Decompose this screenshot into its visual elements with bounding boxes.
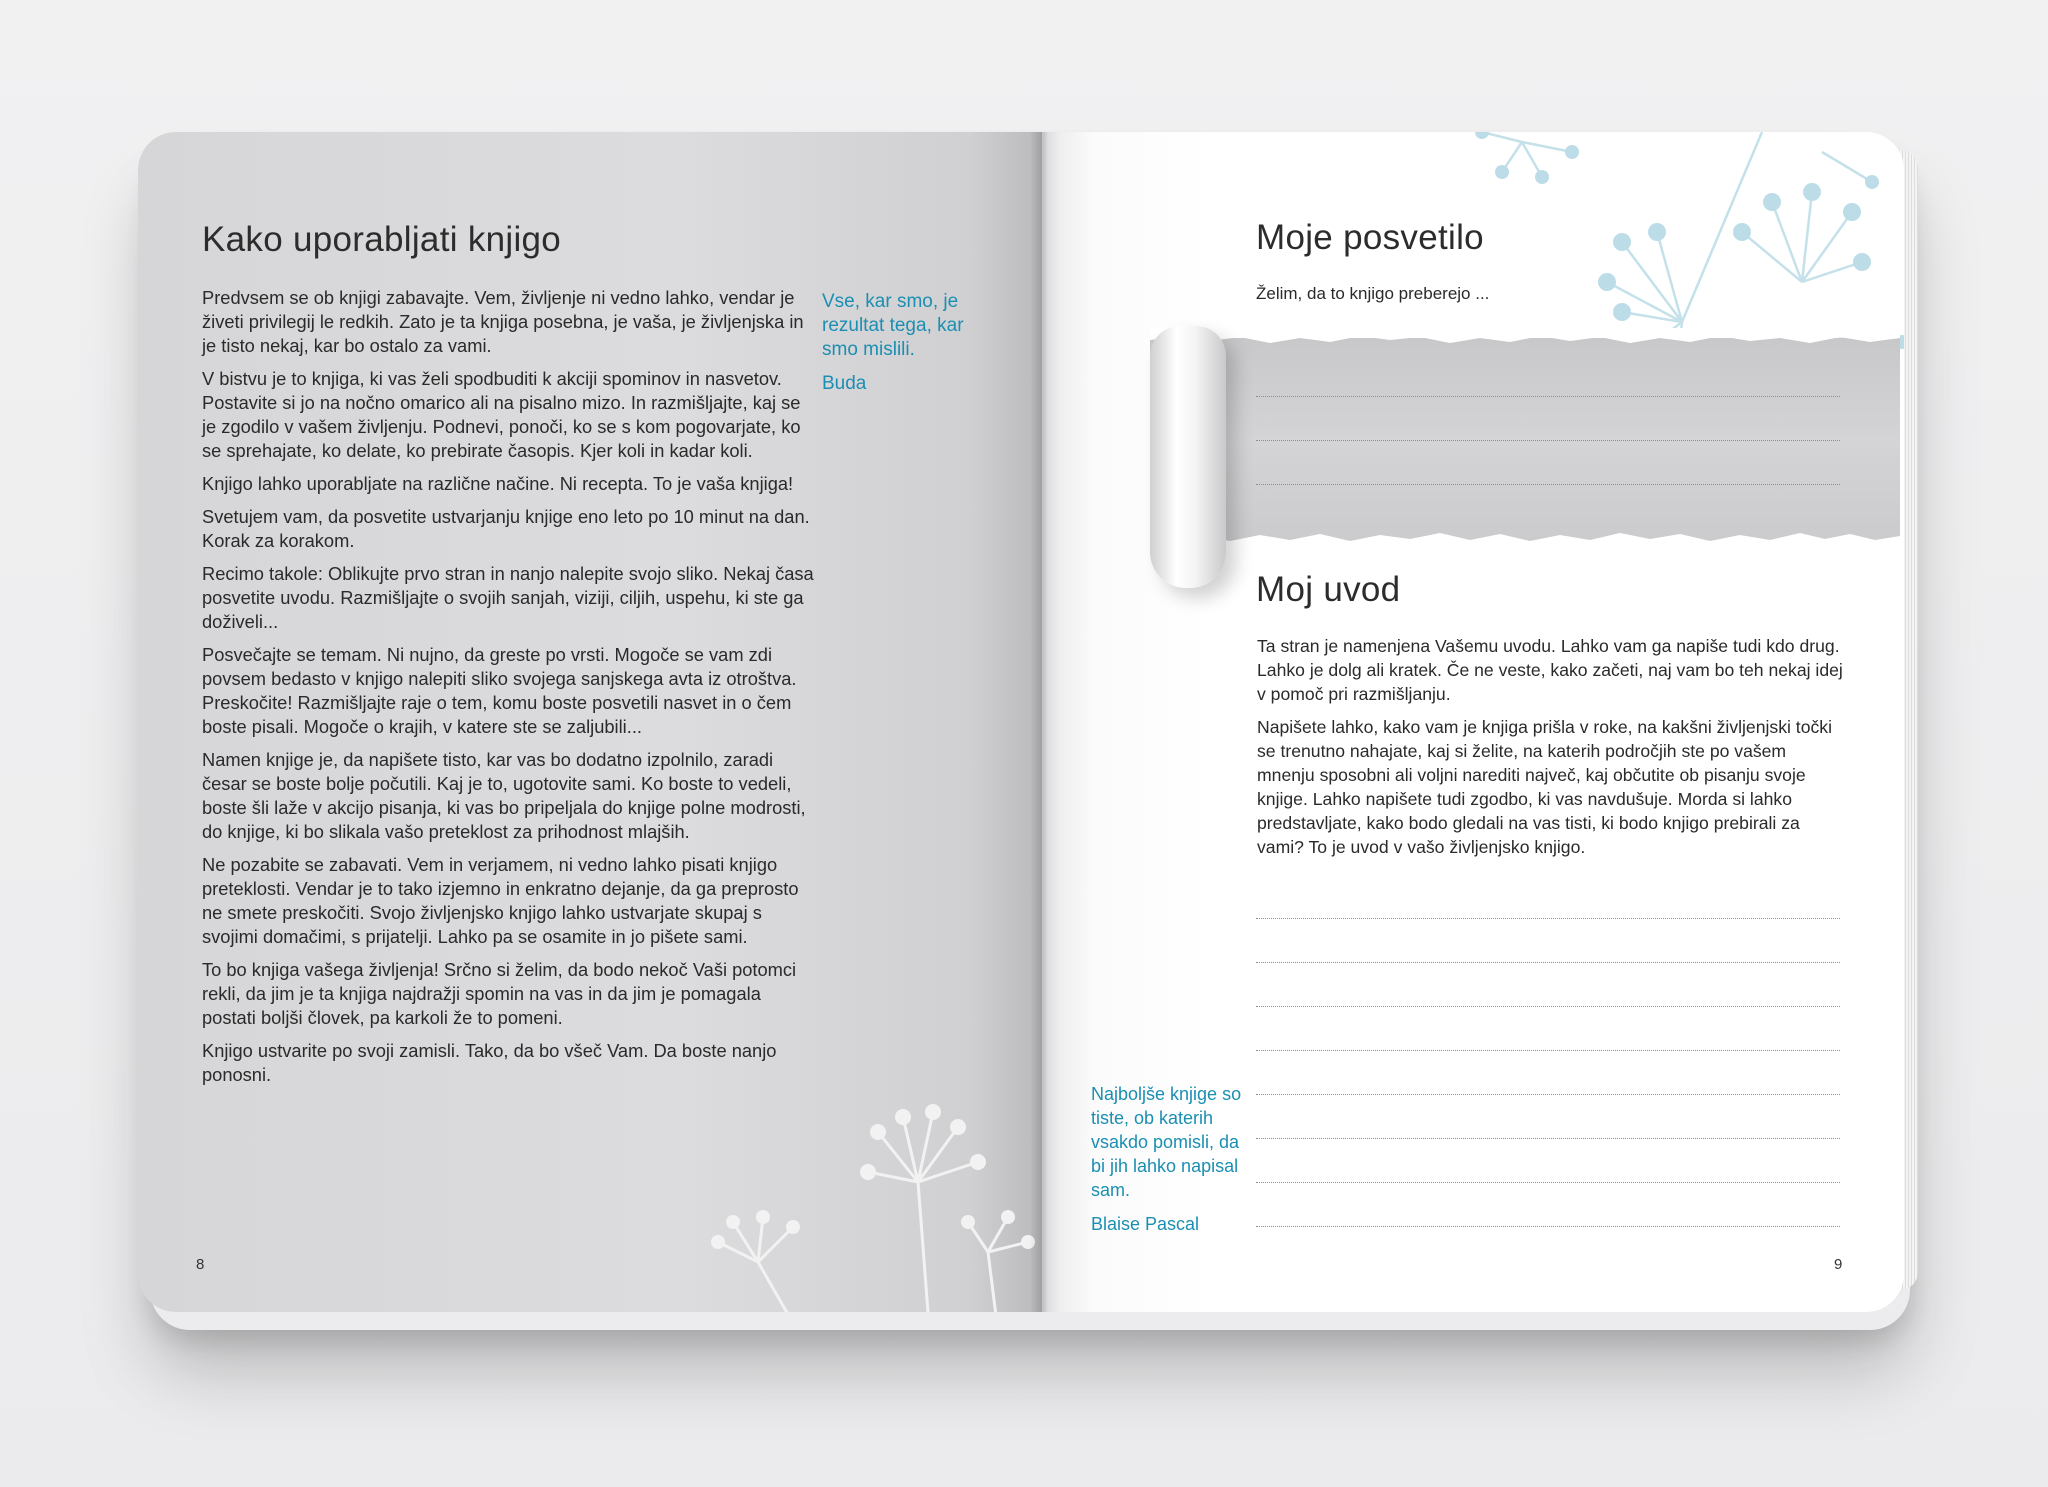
torn-edge-bottom [1150, 528, 1900, 550]
book-spine [1030, 132, 1060, 1312]
dedication-line [1256, 440, 1840, 441]
paragraph: Knjigo ustvarite po svoji zamisli. Tako, da bo všeč Vam. Da boste nanjo ponosni. [202, 1040, 777, 1085]
paragraph: Ta stran je namenjena Vašemu uvodu. Lahko vam ga napiše tudi kdo drug. Lahko je dolg ali kratek. Če ne veste, kako začeti, naj vam bo teh nekaj idej v pomoč pri razmišljanju. [1257, 636, 1843, 704]
quote-buda [822, 290, 982, 396]
paper-curl [1150, 326, 1226, 588]
paragraph: To bo knjiga vašega življenja! Srčno si želim, da bodo nekoč Vaši potomci rekli, da jim je ta knjiga najdražji spomin na vas in da jim je pomagala postati boljši človek, pa karkoli že to pomeni. [202, 959, 797, 1028]
dedication-prompt: Želim, da to knjigo preberejo ... [1256, 284, 1490, 303]
dedication-line [1256, 484, 1840, 485]
paragraph: Posvečajte se temam. Ni nujno, da greste po vrsti. Mogoče se vam zdi povsem bedasto v knjigo nalepiti sliko svojega sanjskega avta iz otroštva. Preskočite! Razmišljajte raje o tem, komu boste posvetili nasvet in o čem boste pisali. Mogoče o krajih, v katere ste se zaljubili... [202, 644, 797, 737]
quote-author: Buda [822, 373, 867, 394]
paragraph: Ne pozabite se zabavati. Vem in verjamem, ni vedno lahko pisati knjigo preteklosti. Vendar je to tako izjemno in enkratno dejanje, da ga preprosto ne smete preskočiti. Svojo življenjsko knjigo lahko ustvarjate skupaj s svojimi domačimi, s prijatelji. Lahko pa se osamite in jo pišete sami. [202, 854, 799, 947]
intro-line [1256, 962, 1840, 963]
quote-text: Vse, kar smo, je rezultat tega, kar smo mislili. [822, 291, 964, 360]
paragraph: Namen knjige je, da napišete tisto, kar vas bo dodatno izpolnilo, zaradi česar se boste bolje počutili. Kaj je to, ugotovite sami. Ko boste to vedeli, boste šli laže v akcijo pisanja, ki vas bo pripeljala do knjige polne modrosti, do knjige, ki bo slikala vašo preteklost za prihodnost mlajših. [202, 749, 806, 842]
left-body-text [202, 286, 814, 1096]
page-number-left: 8 [196, 1256, 205, 1273]
intro-line [1256, 1226, 1840, 1227]
paragraph: Napišete lahko, kako vam je knjiga prišla v roke, na kakšni življenjski točki se trenutno nahajate, kaj si želite, na katerih področjih ste po vašem mnenju sposobni ali voljni narediti največ, kaj občutite ob pisanju svoje knjige. Lahko napišete tudi zgodbo, ki vas navdušuje. Morda si lahko predstavljate, kako bodo gledali na vas tisti, ki bodo knjigo prebirali za vami? To je uvod v vašo življenjsko knjigo. [1257, 717, 1832, 857]
intro-line [1256, 1138, 1840, 1139]
intro-title: Moj uvod [1256, 570, 1401, 609]
intro-line [1256, 918, 1840, 919]
intro-body-text [1257, 634, 1845, 868]
intro-line [1256, 1006, 1840, 1007]
paragraph: Svetujem vam, da posvetite ustvarjanju knjige eno leto po 10 minut na dan. Korak za korakom. [202, 506, 810, 551]
dedication-title: Moje posvetilo [1256, 218, 1484, 257]
paragraph: Predvsem se ob knjigi zabavajte. Vem, življenje ni vedno lahko, vendar je živeti privilegij le redkih. Zato je ta knjiga posebna, je vaša, je življenjska in je tisto nekaj, kar bo ostalo za vami. [202, 287, 804, 356]
dedication-line [1256, 396, 1840, 397]
paragraph: V bistvu je to knjiga, ki vas želi spodbuditi k akciji spominov in nasvetov. Postavite si jo na nočno omarico ali na pisalno mizo. In razmišljajte, kaj se je zgodilo v vašem življenju. Podnevi, ponoči, ko se s kom pogovarjate, ko se sprehajate, ko delate, ko prebirate časopis. Kjer koli in kadar koli. [202, 368, 801, 461]
torn-edge-top [1150, 328, 1900, 348]
page-title-left: Kako uporabljati knjigo [202, 220, 562, 259]
intro-line [1256, 1050, 1840, 1051]
quote-pascal [1091, 1082, 1249, 1236]
paragraph: Recimo takole: Oblikujte prvo stran in nanjo nalepite svojo sliko. Nekaj časa posvetite uvodu. Razmišljajte o svojih sanjah, viziji, ciljih, uspehu, ki ste ga doživeli... [202, 563, 814, 632]
quote-author: Blaise Pascal [1091, 1214, 1200, 1234]
page-number-right: 9 [1834, 1256, 1843, 1273]
quote-text: Najboljše knjige so tiste, ob katerih vsakdo pomisli, da bi jih lahko napisal sam. [1091, 1084, 1242, 1200]
intro-line [1256, 1094, 1840, 1095]
paragraph: Knjigo lahko uporabljate na različne načine. Ni recepta. To je vaša knjiga! [202, 473, 794, 494]
intro-line [1256, 1182, 1840, 1183]
